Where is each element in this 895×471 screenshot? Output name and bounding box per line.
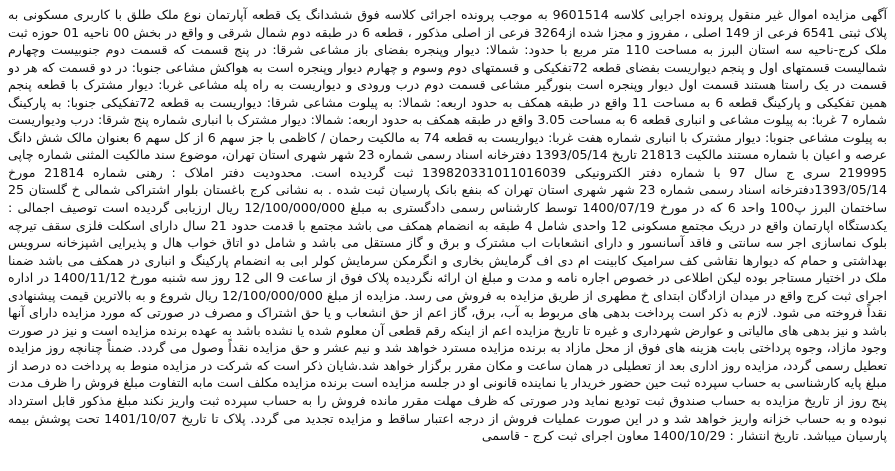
notice-text: آگهی مزایده اموال غیر منقول پرونده اجرایی کلاسه 9601514 به موجب پرونده اجرائی کلاسه فوق ششدانگ یک قطعه آپارتمان نوع ملک طلق با کاربری مسکونی به پلاک ثبتی 6541 فرعی از 149 اصلی ، مفروز و مجزا شده از3264 فرعی از اصلی مذکور ، قطعه 6 در طبقه دوم شمال شرقی و واقع در بخش 00 ناحیه 01 حوزه ثبت ملک کرج-ناحیه سه استان البرز به مساحت 110 متر مربع با حدود: شمالا: دیوار وپنجره بفضای باز مشاعی شرقا: در پنج قسمت که قسمت دوم جنوبیست وچهارم شمالیست قسمتهای اول و پنجم دیواریست بفضای قطعه 72تفکیکی و قسمتهای دوم وسوم و چهارم دیوار وپنجره است به هواکش مشاعی جنوبا: در دو قسمت که هر دو قسمت در یک راستا هستند قسمت اول دیوار وپنجره است بنورگیر مشاعی قسمت دوم درب ورودی و دیواریست به راه پله مشاعی غربا: دیوار مشترک با قطعه پنجم همین تفکیکی و پارکینگ قطعه 6 به مساحت 11 واقع در طبقه همکف به حدود اربعه: شمالا: به پیلوت مشاعی شرقا: دیواریست به قطعه 72تفکیکی جنوبا: به پارکینگ شماره 7 غربا: به پیلوت مشاعی و انباری قطعه 6 به مساحت 3.05 واقع در طبقه همکف به حدود اربعه: شمالا: دیوار مشترک با انباری شماره پنج شرقا: درب ودیواریست به پیلوت مشاعی جنوبا: دیوار مشترک با انباری شماره هفت غربا: دیواریست به قطعه 74 به مالکیت رحمان / کاظمی با جز سهم 6 از کل سهم 6 بعنوان مالک شش دانگ عرصه و اعیان با شماره مستند مالکیت 21813 تاریخ 1393/05/14 دفترخانه اسناد رسمی شماره 23 شهر شهری استان تهران، موضوع سند مالکیت المثنی شماره چاپی 219995 سری ج سال 97 با شماره دفتر الکترونیکی 139820331011016039 ثبت گردیده است. محدودیت دفتر املاک : رهنی شماره 21814 مورخ 1393/05/14دفترخانه اسناد رسمی شماره 23 شهر شهری استان تهران که بنفع بانک پارسیان ثبت شده . به نشانی کرج باغستان بلوار اشتراکی شمالی خ گلستان 25 ساختمان البرز پ100 واحد 6 که در مورخ 1400/07/19 توسط کارشناس رسمی دادگستری به مبلغ 12/100/000/000 ریال ارزیابی گردیده است توصیف اجمالی : یکدستگاه اپارتمان واقع در دریک مجتمع مسکونی 12 واحدی شامل 4 طبقه به انضمام همکف می باشد مجتمع با قدمت حدود 21 سال دارای اسکلت فلزی سقف تیرچه بلوک نماسازی اجر سه سانتی و فاقد آسانسور و دارای انشعابات اب مشترک و برق و گاز مستقل می باشد و شامل دو اتاق خواب هال و پذیرایی اشپزخانه سرویس بهداشتی و حمام که دیوارها نقاشی کف سرامیک کابینت ام دی اف گرمایش بخاری و انگرمکن سرمایش کولر ابی به انضمام پارکینگ و انباری در همکف می باشد ضمنا ملک در اختیار مستاجر بوده لیکن اطلاعی در خصوص اجاره نامه و مدت و مبلغ ان ارائه نگردیده پلاک فوق از ساعت 9 الی 12 روز سه شنبه مورخ 1400/11/12 در اداره اجرای ثبت کرج واقع در میدان ازادگان ابتدای خ مطهری از طریق مزایده به فروش می رسد. مزایده از مبلغ 12/100/000/000 ریال شروع و به بالاترین قیمت پیشنهادی نقداً فروخته می شود. لازم به ذکر است پرداخت بدهی های مربوط به آب، برق، گاز اعم از حق انشعاب و یا حق اشتراک و مصرف در صورتی که مورد مزایده دارای آنها باشد و نیز بدهی های مالیاتی و عوارض شهرداری و غیره تا تاریخ مزایده اعم از اینکه رقم قطعی آن معلوم شده یا نشده باشد به عهده برنده مزایده است و نیز در صورت وجود مازاد، وجوه پرداختی بابت هزینه های فوق از محل مازاد به برنده مزایده مسترد خواهد شد و نیم عشر و حق مزایده نقداً وصول می گردد. ضمناً چنانچه روز مزایده تعطیل رسمی گردد، مزایده روز اداری بعد از تعطیلی در همان ساعت و مکان مقرر برگزار خواهد شد.شایان ذکر است که شرکت در مزایده منوط به پرداخت ده درصد از مبلغ پایه کارشناسی به حساب سپرده ثبت حین حضور خریدار یا نماینده قانونی او در جلسه مزایده است برنده مزایده مکلف است مابه التفاوت مبلغ فروش را ظرف مدت پنج روز از تاریخ مزایده به حساب صندوق ثبت تودیع نماید ودر صورتی که ظرف مهلت مقرر مانده فروش را به حساب سپرده ثبت واریز نکند مبلغ مذکور قابل استرداد نبوده و به حساب خزانه واریز خواهد شد و در این صورت عملیات فروش از درجه اعتبار ساقط و مزایده تجدید می گردد. پلاک تا تاریخ 1401/10/07 تحت پوشش بیمه پارسیان میباشد. تاریخ انتشار : 1400/10/29 معاون اجرای ثبت کرج - قاسمی xyxy=(8,7,888,444)
